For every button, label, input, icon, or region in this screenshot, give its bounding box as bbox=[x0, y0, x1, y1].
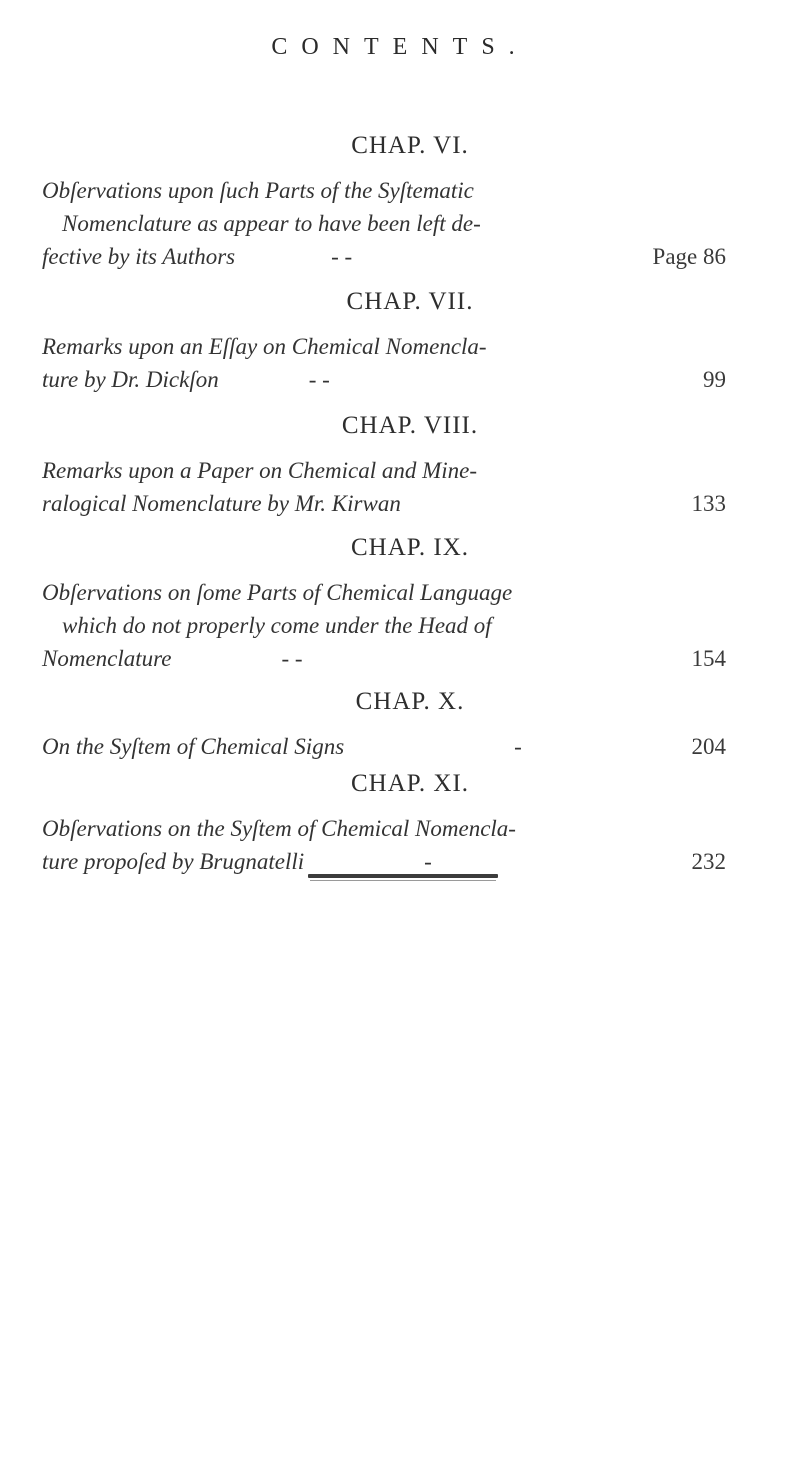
chapter-description bbox=[42, 576, 726, 675]
leader-dashes: - - bbox=[281, 646, 303, 671]
chapter-heading: CHAP. XI. bbox=[350, 770, 470, 797]
page-number: Page 86 bbox=[652, 244, 726, 269]
chapter-entry-ix bbox=[0, 534, 800, 675]
end-rule bbox=[308, 874, 498, 878]
page-number: 232 bbox=[691, 849, 726, 874]
description-line: which do not properly come under the Head of bbox=[62, 613, 492, 638]
chapter-entry-vi bbox=[0, 132, 800, 273]
chapter-heading: CHAP. X. bbox=[355, 688, 465, 715]
chapter-description bbox=[42, 812, 726, 878]
description-line: Nomenclature - - bbox=[42, 642, 722, 675]
leader-dashes: - - bbox=[308, 367, 330, 392]
page-number: 133 bbox=[691, 491, 726, 516]
running-head: CONTENTS. bbox=[271, 34, 529, 60]
description-line: ture propoſed by Brugnatelli - bbox=[42, 845, 722, 878]
description-line: ralogical Nomenclature by Mr. Kirwan bbox=[42, 491, 401, 516]
chapter-description bbox=[42, 174, 726, 273]
page-number: 99 bbox=[703, 367, 726, 392]
description-line: Remarks upon a Paper on Chemical and Mine- bbox=[42, 458, 478, 483]
description-line: fective by its Authors - - bbox=[42, 240, 722, 273]
chapter-description bbox=[42, 730, 726, 763]
page-number: 204 bbox=[691, 734, 726, 759]
chapter-heading: CHAP. VI. bbox=[351, 132, 469, 159]
end-rule-shadow bbox=[310, 880, 496, 881]
description-line: Obſervations upon ſuch Parts of the Syſtematic bbox=[42, 178, 474, 203]
chapter-description bbox=[42, 454, 726, 520]
leader-dashes: - bbox=[514, 734, 522, 759]
page-number: 154 bbox=[691, 646, 726, 671]
description-line: Remarks upon an Eſſay on Chemical Nomencla- bbox=[42, 334, 487, 359]
chapter-heading: CHAP. VIII. bbox=[341, 412, 479, 439]
chapter-entry-xi bbox=[0, 770, 800, 878]
description-line: ture by Dr. Dickſon - - bbox=[42, 363, 722, 396]
leader-dashes: - bbox=[424, 849, 432, 874]
chapter-heading: CHAP. IX. bbox=[350, 534, 470, 561]
leader-dashes: - - bbox=[331, 244, 353, 269]
chapter-description bbox=[42, 330, 726, 396]
chapter-entry-x bbox=[0, 688, 800, 763]
description-line: Nomenclature as appear to have been left de- bbox=[62, 211, 481, 236]
description-line: Obſervations on the Syſtem of Chemical Nomencla- bbox=[42, 816, 516, 841]
chapter-entry-viii bbox=[0, 412, 800, 520]
chapter-entry-vii bbox=[0, 288, 800, 396]
description-line: On the Syſtem of Chemical Signs - bbox=[42, 730, 722, 763]
description-line: Obſervations on ſome Parts of Chemical Language bbox=[42, 580, 513, 605]
chapter-heading: CHAP. VII. bbox=[346, 288, 474, 315]
